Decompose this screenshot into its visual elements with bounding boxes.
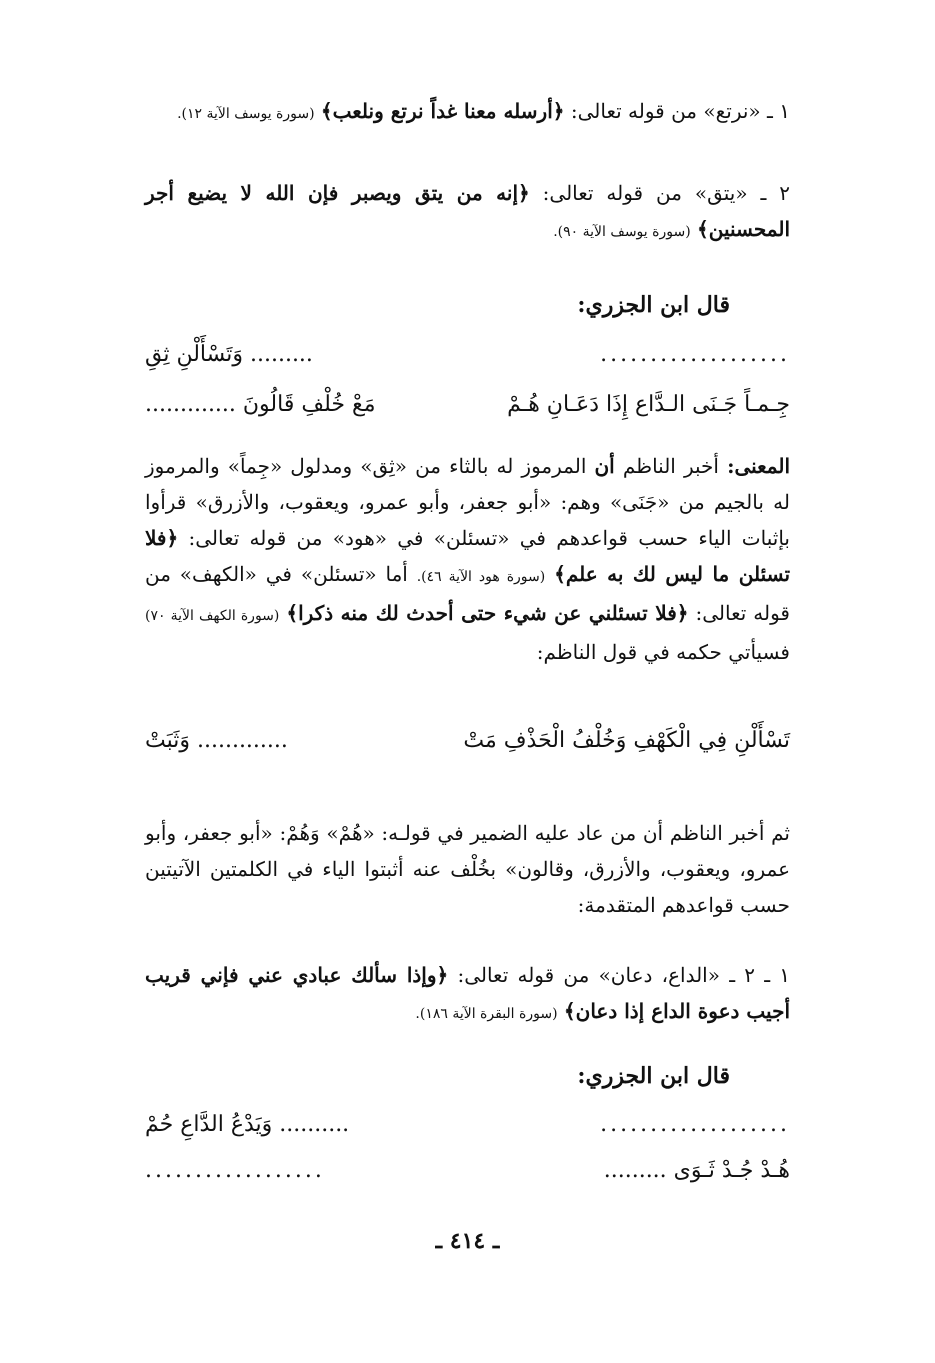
verse-hemistich-left: ......... وَتَسْأَلْنِ ثِقِ <box>145 342 313 367</box>
quran-quote: ﴿أرسله معنا غداً نرتع ونلعب﴾ <box>320 99 565 123</box>
quran-reference: (سورة البقرة الآية ١٨٦). <box>415 1006 558 1022</box>
verse-line <box>145 1158 790 1194</box>
item-number: ٢ ـ <box>760 181 791 205</box>
item-2 <box>145 175 790 250</box>
paragraph-text: أن <box>594 454 615 478</box>
item-number: ١ ـ ٢ ـ <box>729 963 791 987</box>
quran-reference: (سورة الكهف الآية ٧٠) <box>145 608 280 624</box>
quran-reference: (سورة هود الآية ٤٦). <box>416 569 546 585</box>
verse-hemistich-left: .................. <box>145 1158 325 1183</box>
explanation-paragraph <box>145 815 790 923</box>
verse-line <box>145 1112 790 1148</box>
page-number: ـ ٤١٤ ـ <box>435 1228 500 1254</box>
item-3 <box>145 957 790 1032</box>
quran-reference: (سورة يوسف الآية ٩٠). <box>553 224 691 240</box>
verse-line <box>145 342 790 378</box>
item-number: ١ ـ <box>767 99 790 123</box>
verse-hemistich-left: ............. وَثَبَتْ <box>145 728 288 753</box>
verse-line <box>145 728 790 764</box>
item-1 <box>145 93 790 132</box>
paragraph-text: أما «تسئلن» في «الكهف» من قوله تعالى: <box>145 562 790 625</box>
verse-hemistich-right: هُـدْ جُـدْ ثَـوَى ......... <box>603 1158 790 1183</box>
verse-hemistich-right: جِـمـاً جَـنَى الـدَّاع إِذَا دَعَـانِ هُـمْ <box>507 392 790 417</box>
item-word: «نرتع» <box>703 99 761 123</box>
item-intro: من قوله تعالى: <box>457 963 590 987</box>
quran-quote: ﴿فلا تسئلني عن شيء حتى أحدث لك منه ذكرا﴾ <box>286 601 689 625</box>
verse-hemistich-right: ................... <box>600 1112 790 1137</box>
quran-quote: ﴿وإذا سألك عبادي عني فإني قريب أجيب دعوة الداع إذا دعان﴾ <box>145 963 790 1023</box>
verse-line <box>145 392 790 428</box>
section-heading: قال ابن الجزري: <box>577 1063 730 1089</box>
item-word: «الداع، دعان» <box>598 963 720 987</box>
quran-reference: (سورة يوسف الآية ١٢). <box>177 106 315 122</box>
verse-hemistich-left: .......... وَيَدْعُ الدَّاعِ حُمْ <box>145 1112 350 1137</box>
item-intro: من قوله تعالى: <box>542 181 682 205</box>
paragraph-text: أخبر الناظم <box>622 454 719 478</box>
paragraph-text: المرموز له بالثاء من «ثِق» ومدلول «جِماً» والمرموز له بالجيم من «جَنَى» وهم: «أبو جعفر، وأبو عمرو، ويعقوب، والأزرق» قرأوا بإثبات الياء حسب قواعدهم في «تسئلن» في «هود» من قوله تعالى: <box>145 454 790 550</box>
quran-quote: ﴿فلا تسئلن ما ليس لك به علم﴾ <box>145 526 791 586</box>
quran-quote: ﴿إنه من يتق ويصبر فإن الله لا يضيع أجر المحسنين﴾ <box>145 181 790 241</box>
paragraph-text: فسيأتي حكمه في قول الناظم: <box>536 640 790 664</box>
item-word: «يتق» <box>694 181 748 205</box>
verse-hemistich-right: تَسْأَلْنِ فِي الْكَهْفِ وَخُلْفُ الْحَذْفِ مَتْ <box>463 728 790 753</box>
verse-hemistich-left: مَعْ خُلْفِ قَالُونَ ............. <box>145 392 376 417</box>
section-heading: قال ابن الجزري: <box>577 292 730 318</box>
verse-hemistich-right: ................... <box>600 342 790 367</box>
item-intro: من قوله تعالى: <box>570 99 698 123</box>
meaning-label: المعنى: <box>727 454 791 478</box>
meaning-paragraph <box>145 448 790 670</box>
paragraph-text: ثم أخبر الناظم أن من عاد عليه الضمير في قولـه: «هُمْ» وَهُمْ: «أبو جعفر، وأبو عمرو، ويعقوب، والأزرق، وقالون» بخُلْف عنه أثبتوا الياء في الكلمتين الآتيتين حسب قواعدهم المتقدمة: <box>145 821 790 917</box>
